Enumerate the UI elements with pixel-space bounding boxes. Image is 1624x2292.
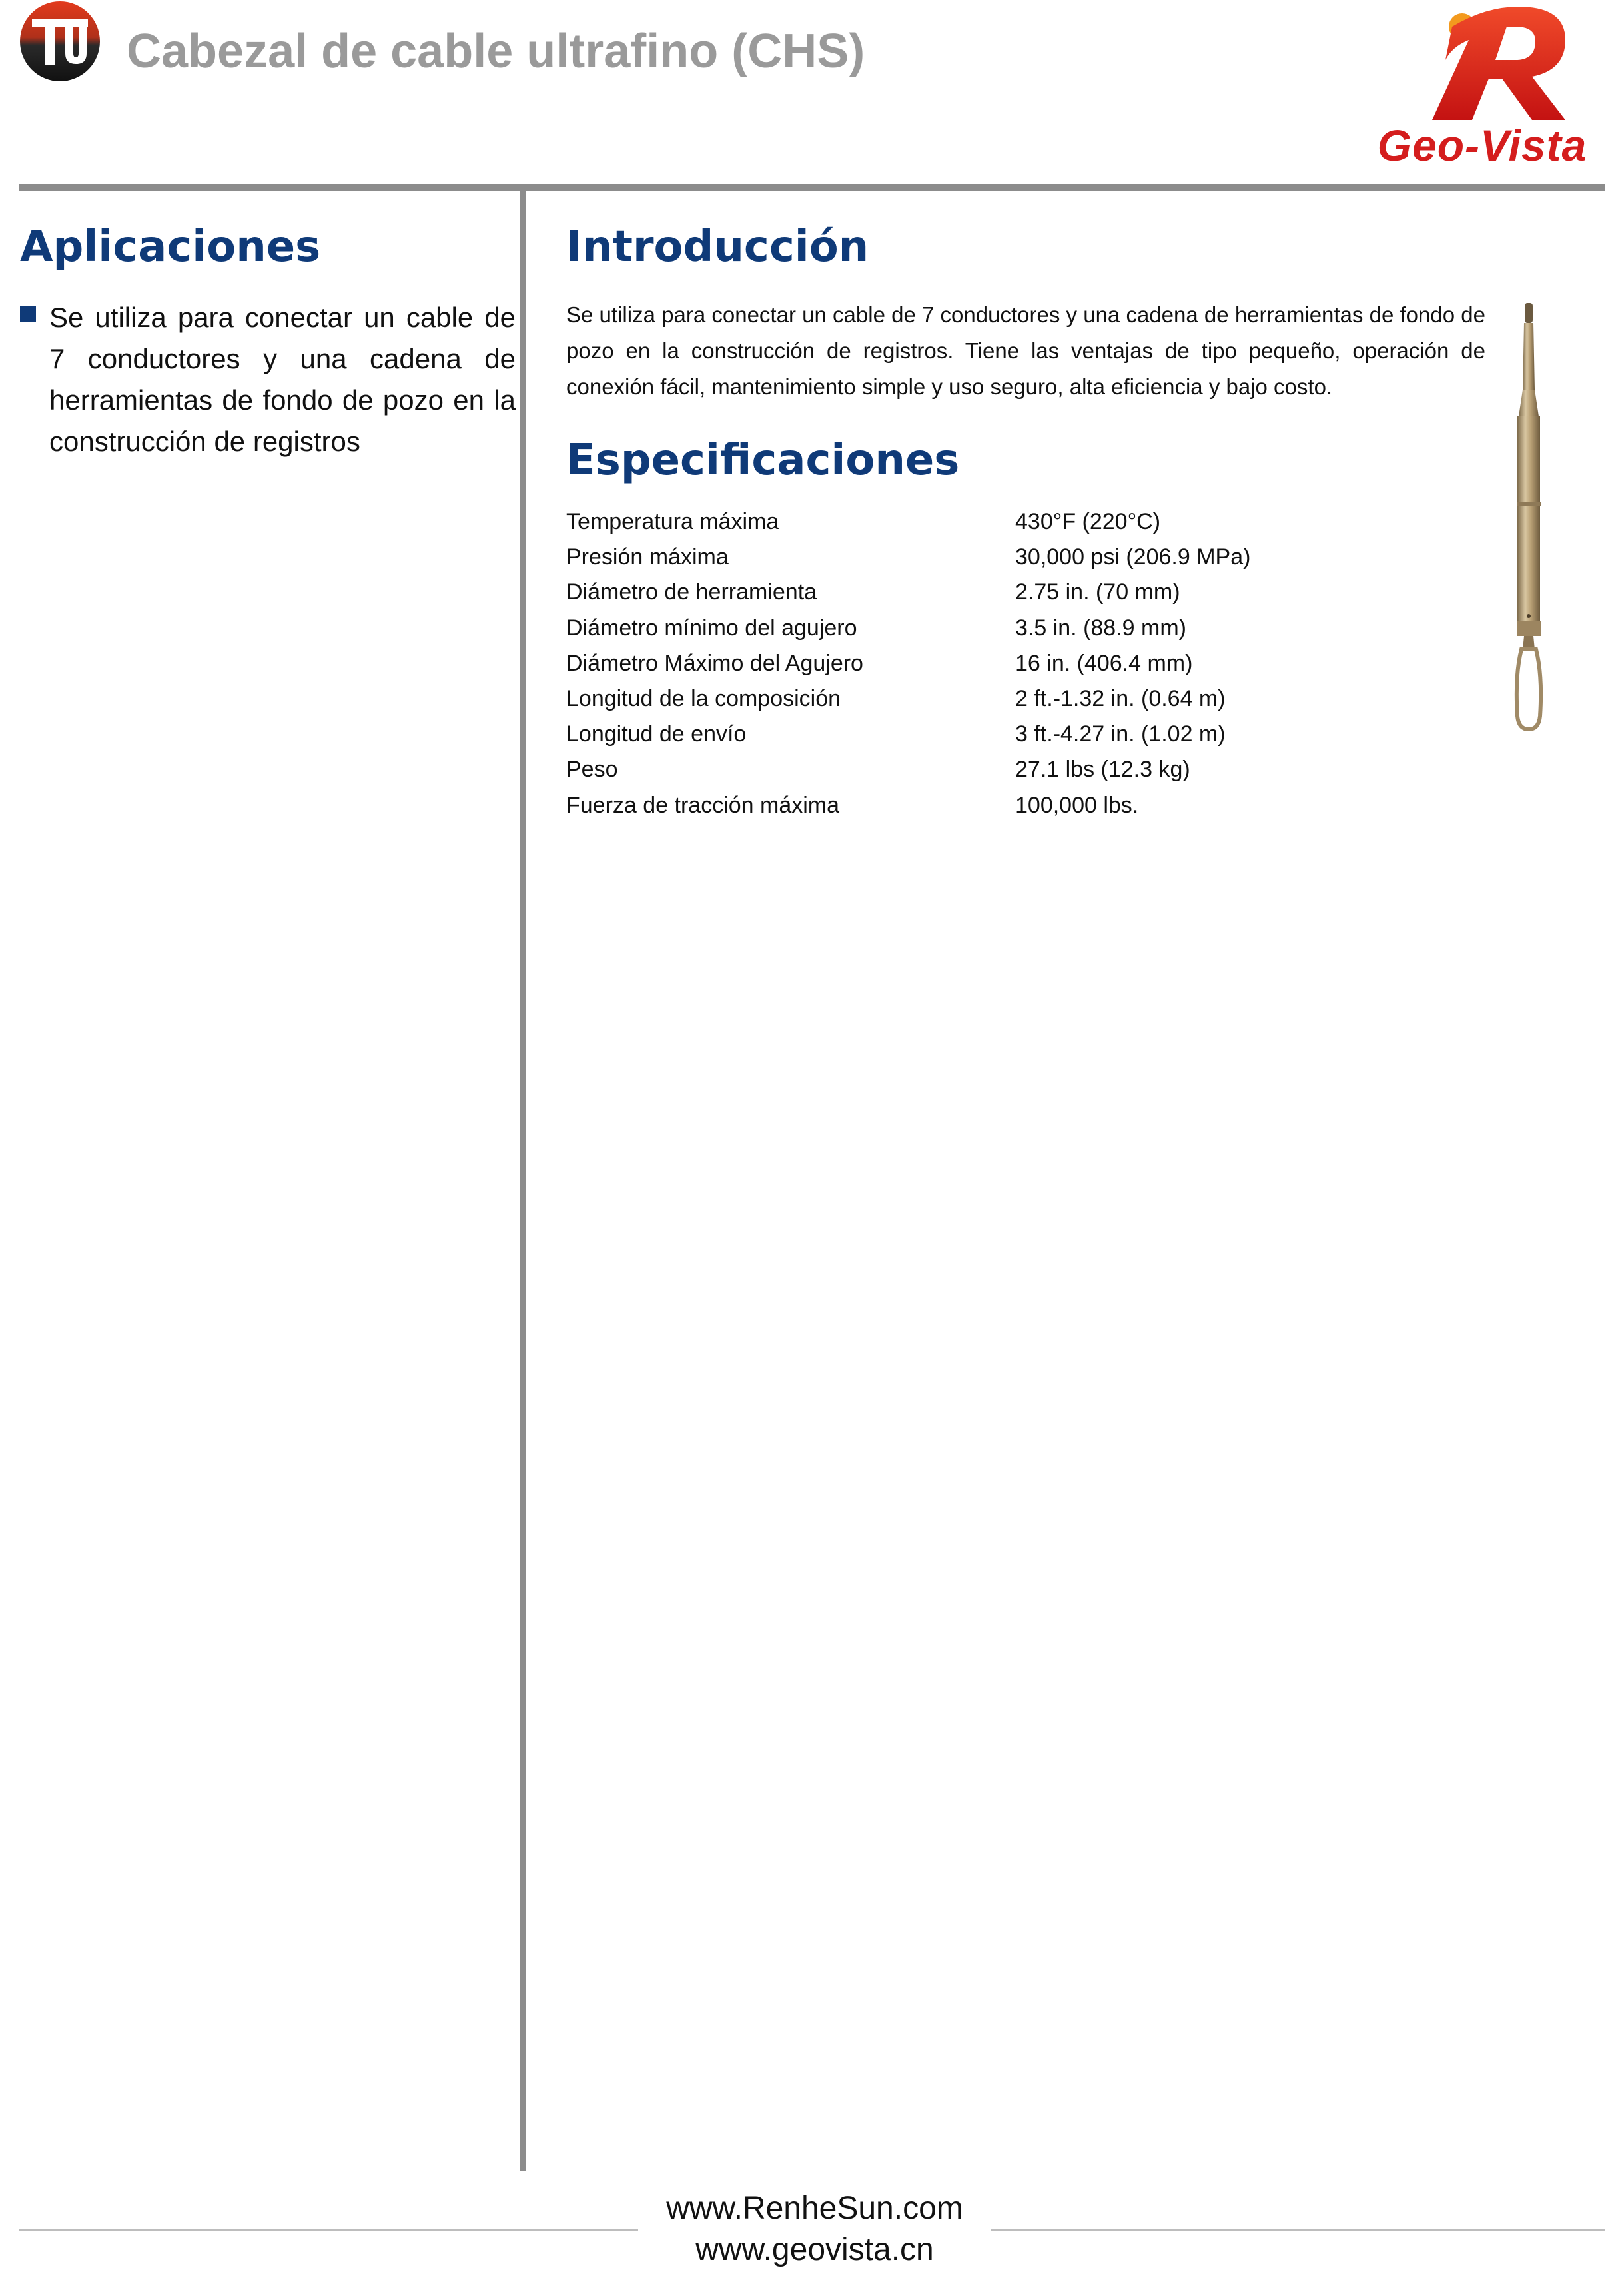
spec-label: Temperatura máxima xyxy=(566,509,779,534)
geo-vista-logo xyxy=(1352,0,1612,170)
introduction-text: Se utiliza para conectar un cable de 7 conductores y una cadena de herramientas de fondo de pozo en la construcción de registros. Tiene las ventajas de tipo pequeño, operación de conexión fácil, mantenimiento simple y uso seguro, alta eficiencia y bajo costo. xyxy=(566,302,1485,399)
spec-value: 2.75 in. (70 mm) xyxy=(1015,579,1180,605)
applications-heading: Aplicaciones xyxy=(20,222,321,272)
spec-value: 3.5 in. (88.9 mm) xyxy=(1015,615,1186,641)
spec-row xyxy=(566,721,1332,757)
spec-value: 16 in. (406.4 mm) xyxy=(1015,650,1193,676)
spec-value: 27.1 lbs (12.3 kg) xyxy=(1015,757,1190,783)
spec-label: Longitud de envío xyxy=(566,721,747,747)
spec-label: Diámetro Máximo del Agujero xyxy=(566,650,863,676)
spec-row xyxy=(566,615,1332,651)
renhesun-logo xyxy=(19,0,101,83)
introduction-heading: Introducción xyxy=(566,222,869,272)
document-title: Cabezal de cable ultrafino (CHS) xyxy=(127,25,865,78)
footer-divider-right xyxy=(991,2229,1605,2231)
spec-row xyxy=(566,544,1332,579)
spec-row xyxy=(566,509,1332,544)
spec-row xyxy=(566,579,1332,615)
spec-row xyxy=(566,686,1332,721)
spec-label: Diámetro mínimo del agujero xyxy=(566,615,857,641)
spec-label: Diámetro de herramienta xyxy=(566,579,817,605)
spec-row xyxy=(566,757,1332,792)
specifications-heading: Especificaciones xyxy=(566,436,960,485)
spec-value: 2 ft.-1.32 in. (0.64 m) xyxy=(1015,685,1226,711)
spec-label: Longitud de la composición xyxy=(566,685,841,711)
cable-head-tool-image xyxy=(1505,303,1552,736)
column-divider xyxy=(520,191,526,2171)
brand-name: Geo-Vista xyxy=(1377,121,1587,170)
spec-label: Peso xyxy=(566,757,618,783)
spec-label: Presión máxima xyxy=(566,544,729,570)
geo-vista-r-mark xyxy=(1352,0,1612,127)
spec-value: 100,000 lbs. xyxy=(1015,792,1139,818)
spec-row xyxy=(566,651,1332,686)
footer-url-geovista[interactable]: www.geovista.cn xyxy=(695,2232,934,2267)
spec-label: Fuerza de tracción máxima xyxy=(566,792,840,818)
spec-value: 430°F (220°C) xyxy=(1015,509,1161,534)
spec-row xyxy=(566,793,1332,828)
specifications-table xyxy=(566,509,1332,828)
bullet-square-icon xyxy=(20,306,36,322)
footer-divider-left xyxy=(19,2229,638,2231)
footer-url-renhesun[interactable]: www.RenheSun.com xyxy=(666,2191,963,2226)
header-divider xyxy=(19,184,1605,191)
applications-item-text: Se utiliza para conectar un cable de 7 conductores y una cadena de herramientas de fondo de pozo en la construcción de registros xyxy=(49,302,516,457)
spec-value: 3 ft.-4.27 in. (1.02 m) xyxy=(1015,721,1226,747)
spec-value: 30,000 psi (206.9 MPa) xyxy=(1015,544,1251,570)
